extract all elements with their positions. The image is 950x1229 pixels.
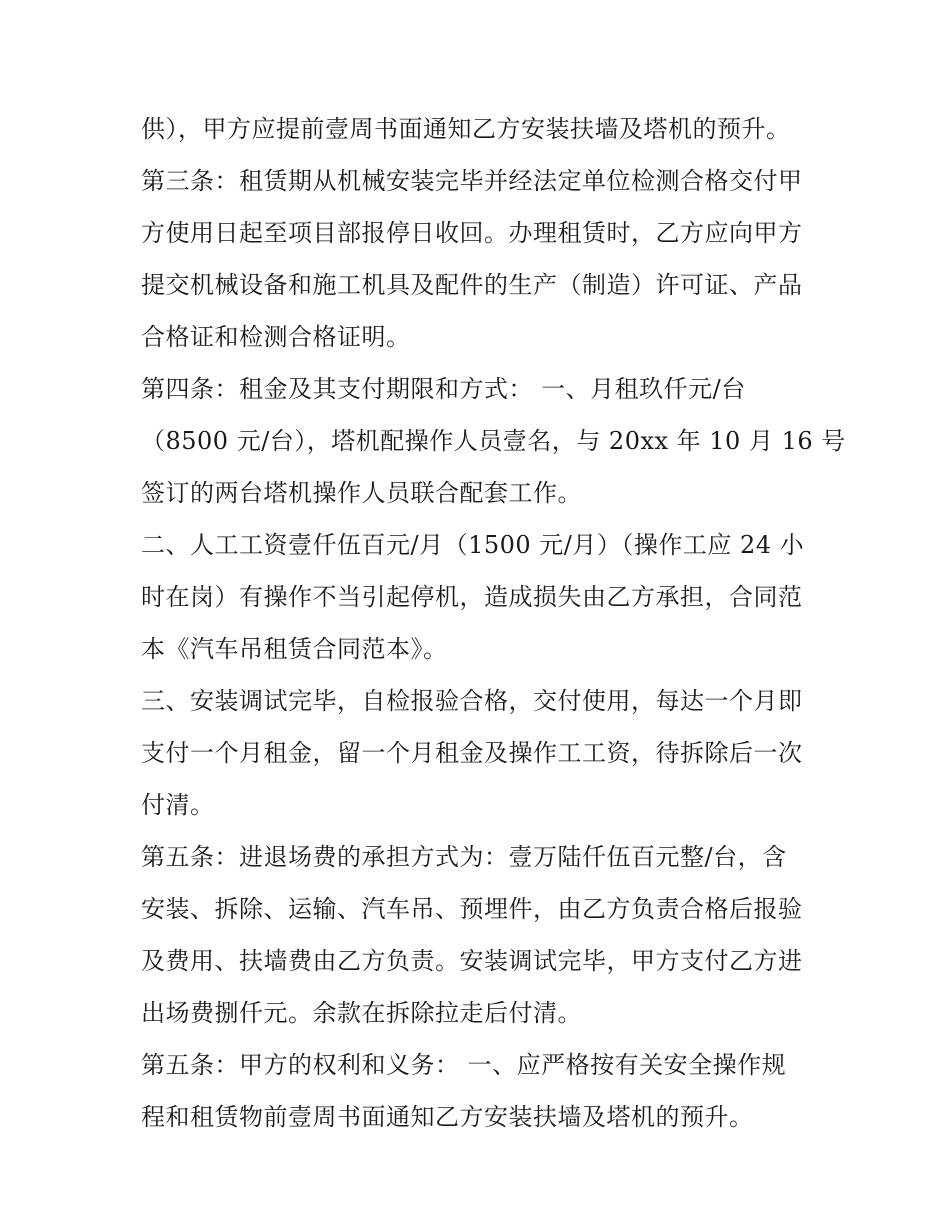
text-line: 时在岗）有操作不当引起停机，造成损失由乙方承担，合同范 [141, 583, 803, 611]
text-line: 第三条：租赁期从机械安装完毕并经法定单位检测合格交付甲 [141, 167, 803, 195]
text-line: （8500 元/台），塔机配操作人员壹名，与 20xx 年 10 月 16 号 [141, 427, 846, 455]
text-line: 签订的两台塔机操作人员联合配套工作。 [141, 479, 582, 507]
text-line: 本《汽车吊租赁合同范本》。 [141, 635, 448, 663]
text-line: 提交机械设备和施工机具及配件的生产（制造）许可证、产品 [141, 271, 803, 299]
text-line: 三、安装调试完毕，自检报验合格，交付使用，每达一个月即 [141, 687, 803, 715]
text-line: 安装、拆除、运输、汽车吊、预埋件，由乙方负责合格后报验 [141, 895, 803, 923]
document-body [141, 103, 846, 1143]
text-line: 二、人工工资壹仟伍百元/月（1500 元/月）（操作工应 24 小 [141, 531, 805, 559]
text-line: 付清。 [141, 791, 215, 819]
text-line: 第五条：进退场费的承担方式为：壹万陆仟伍百元整/台，含 [141, 843, 787, 871]
text-line: 程和租赁物前壹周书面通知乙方安装扶墙及塔机的预升。 [141, 1103, 754, 1131]
text-line: 供），甲方应提前壹周书面通知乙方安装扶墙及塔机的预升。 [141, 115, 791, 143]
text-line: 第四条：租金及其支付期限和方式： 一、月租玖仟元/台 [141, 375, 746, 403]
text-line: 第五条：甲方的权利和义务： 一、应严格按有关安全操作规 [141, 1051, 787, 1079]
text-line: 及费用、扶墙费由乙方负责。安装调试完毕，甲方支付乙方进 [141, 947, 803, 975]
text-line: 合格证和检测合格证明。 [141, 323, 411, 351]
text-line: 支付一个月租金，留一个月租金及操作工工资，待拆除后一次 [141, 739, 803, 767]
text-line: 方使用日起至项目部报停日收回。办理租赁时，乙方应向甲方 [141, 219, 803, 247]
text-line: 出场费捌仟元。余款在拆除拉走后付清。 [141, 999, 582, 1027]
